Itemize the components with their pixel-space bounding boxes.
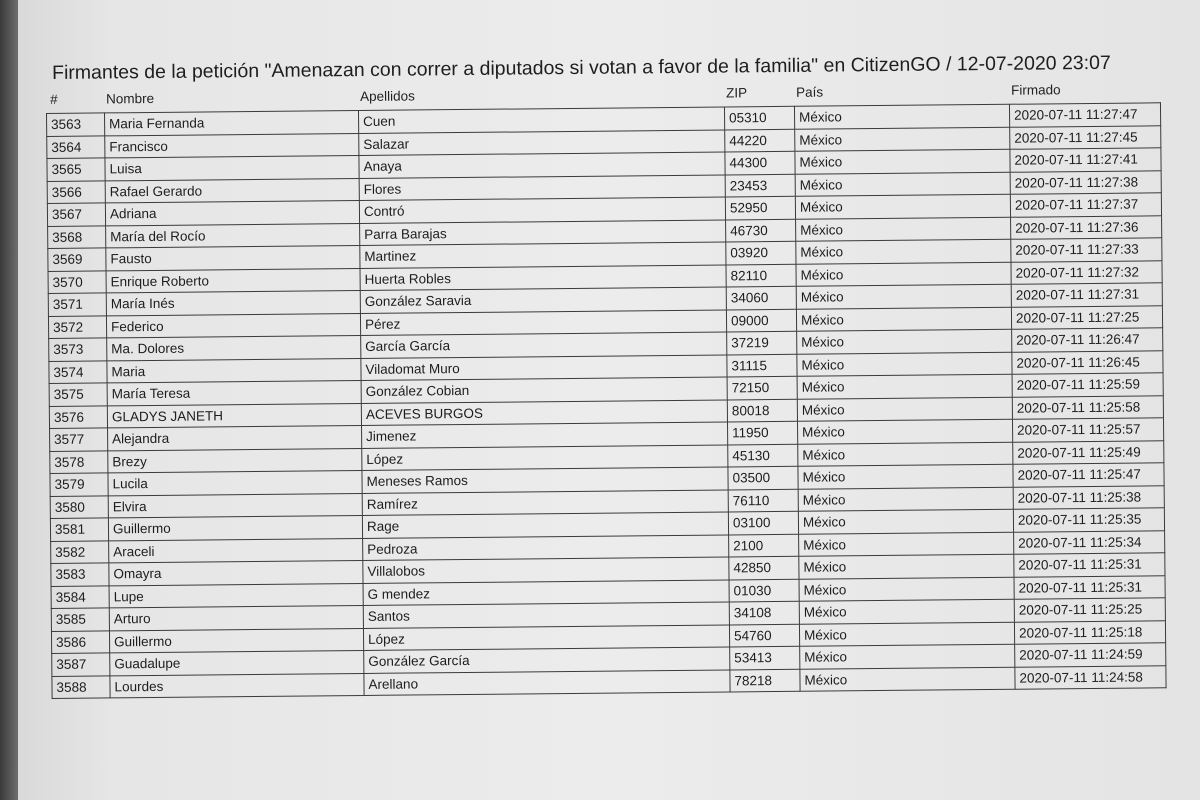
pais-cell: México [796,307,1011,332]
firmado-cell: 2020-07-11 11:25:31 [1014,575,1165,599]
nombre-cell: Ma. Dolores [107,335,361,360]
nombre-cell: Guillermo [109,628,363,653]
zip-cell: 03500 [728,466,798,489]
apellidos-cell: Viladomat Muro [361,354,727,380]
number-cell: 3578 [50,450,108,473]
number-cell: 3566 [47,180,105,203]
zip-cell: 53413 [730,646,800,669]
number-cell: 3564 [47,135,105,158]
nombre-cell: Elvira [108,493,362,518]
pais-cell: México [795,172,1010,197]
zip-cell: 52950 [725,196,795,219]
zip-cell: 01030 [729,579,799,602]
pais-cell: México [799,554,1014,579]
firmado-cell: 2020-07-11 11:25:59 [1012,373,1163,397]
pais-cell: México [797,397,1012,422]
nombre-cell: Lourdes [110,673,364,698]
firmado-cell: 2020-07-11 11:26:45 [1012,350,1163,374]
number-cell: 3580 [50,495,108,518]
apellidos-cell: Meneses Ramos [362,467,728,493]
pais-cell: México [796,239,1011,264]
number-cell: 3584 [51,585,109,608]
nombre-cell: Brezy [108,448,362,473]
apellidos-cell: García García [361,332,727,358]
signers-table [46,102,1167,699]
apellidos-cell: González Cobian [361,377,727,403]
apellidos-cell: ACEVES BURGOS [361,399,727,425]
number-cell: 3569 [48,248,106,271]
zip-cell: 80018 [727,399,797,422]
number-cell: 3585 [51,608,109,631]
zip-cell: 34060 [726,286,796,309]
firmado-cell: 2020-07-11 11:27:32 [1011,260,1162,284]
pais-cell: México [797,352,1012,377]
zip-cell: 03100 [728,511,798,534]
number-cell: 3586 [51,630,109,653]
zip-cell: 2100 [729,534,799,557]
zip-cell: 09000 [726,309,796,332]
pais-cell: México [795,127,1010,152]
pais-cell: México [796,284,1011,309]
number-cell: 3572 [48,315,106,338]
firmado-cell: 2020-07-11 11:25:34 [1014,530,1165,554]
firmado-cell: 2020-07-11 11:25:25 [1014,598,1165,622]
number-cell: 3576 [49,405,107,428]
nombre-cell: GLADYS JANETH [107,403,361,428]
pais-cell: México [798,442,1013,467]
firmado-cell: 2020-07-11 11:27:37 [1010,193,1161,217]
nombre-cell: Rafael Gerardo [105,178,359,203]
apellidos-cell: Parra Barajas [360,219,726,245]
apellidos-cell: González García [364,647,730,673]
apellidos-cell: López [362,444,728,470]
firmado-cell: 2020-07-11 11:25:58 [1012,395,1163,419]
number-cell: 3588 [52,675,110,698]
firmado-cell: 2020-07-11 11:25:18 [1014,620,1165,644]
header-pais: País [795,84,824,100]
apellidos-cell: G mendez [363,579,729,605]
pais-cell: México [797,374,1012,399]
nombre-cell: Alejandra [108,425,362,450]
nombre-cell: Adriana [105,200,359,225]
nombre-cell: Enrique Roberto [106,268,360,293]
signers-table-body [47,103,1167,699]
zip-cell: 05310 [724,106,794,129]
firmado-cell: 2020-07-11 11:25:57 [1012,418,1163,442]
firmado-cell: 2020-07-11 11:27:25 [1011,305,1162,329]
pais-cell: México [795,194,1010,219]
firmado-cell: 2020-07-11 11:24:59 [1015,643,1166,667]
pais-cell: México [794,104,1009,129]
number-cell: 3567 [47,203,105,226]
nombre-cell: Lupe [109,583,363,608]
pais-cell: México [797,329,1012,354]
zip-cell: 11950 [727,421,797,444]
apellidos-cell: Santos [363,602,729,628]
header-nombre: Nombre [106,90,155,107]
pais-cell: México [798,464,1013,489]
firmado-cell: 2020-07-11 11:27:47 [1009,103,1160,127]
pais-cell: México [796,262,1011,287]
number-cell: 3579 [50,473,108,496]
number-cell: 3582 [51,540,109,563]
zip-cell: 37219 [727,331,797,354]
zip-cell: 03920 [726,241,796,264]
firmado-cell: 2020-07-11 11:26:47 [1012,328,1163,352]
pais-cell: México [799,622,1014,647]
nombre-cell: Francisco [105,133,359,158]
header-zip: ZIP [725,85,748,101]
nombre-cell: María del Rocío [106,223,360,248]
apellidos-cell: González Saravia [360,287,726,313]
pais-cell: México [800,667,1015,692]
header-number: # [50,91,58,107]
number-cell: 3563 [47,113,105,136]
header-firmado: Firmado [1010,82,1061,98]
firmado-cell: 2020-07-11 11:25:31 [1014,553,1165,577]
firmado-cell: 2020-07-11 11:27:31 [1011,283,1162,307]
number-cell: 3573 [49,338,107,361]
apellidos-cell: Anaya [359,152,725,178]
apellidos-cell: López [363,624,729,650]
apellidos-cell: Pedroza [363,534,729,560]
nombre-cell: Guadalupe [110,650,364,675]
pais-cell: México [798,509,1013,534]
nombre-cell: Omayra [109,560,363,585]
pais-cell: México [800,644,1015,669]
nombre-cell: Federico [106,313,360,338]
zip-cell: 46730 [726,219,796,242]
zip-cell: 54760 [729,624,799,647]
nombre-cell: Luisa [105,155,359,180]
number-cell: 3570 [48,270,106,293]
zip-cell: 45130 [728,444,798,467]
number-cell: 3574 [49,360,107,383]
zip-cell: 44220 [725,129,795,152]
document-title: Firmantes de la petición "Amenazan con correr a diputados si votan a favor de la familia" en CitizenGO / 12-07-2020 23:07 [52,51,1111,84]
apellidos-cell: Pérez [360,309,726,335]
zip-cell: 42850 [729,556,799,579]
zip-cell: 82110 [726,264,796,287]
number-cell: 3568 [48,225,106,248]
pais-cell: México [799,577,1014,602]
nombre-cell: Guillermo [108,515,362,540]
apellidos-cell: Jimenez [362,422,728,448]
number-cell: 3565 [47,158,105,181]
firmado-cell: 2020-07-11 11:27:36 [1011,215,1162,239]
zip-cell: 72150 [727,376,797,399]
apellidos-cell: Arellano [364,669,730,695]
apellidos-cell: Contró [359,197,725,223]
pais-cell: México [798,487,1013,512]
zip-cell: 34108 [729,601,799,624]
number-cell: 3583 [51,563,109,586]
pais-cell: México [799,599,1014,624]
nombre-cell: Fausto [106,245,360,270]
firmado-cell: 2020-07-11 11:24:58 [1015,665,1166,689]
pais-cell: México [799,532,1014,557]
nombre-cell: María Teresa [107,380,361,405]
firmado-cell: 2020-07-11 11:27:33 [1011,238,1162,262]
zip-cell: 23453 [725,174,795,197]
zip-cell: 78218 [730,669,800,692]
firmado-cell: 2020-07-11 11:25:35 [1013,508,1164,532]
zip-cell: 76110 [728,489,798,512]
firmado-cell: 2020-07-11 11:25:47 [1013,463,1164,487]
nombre-cell: Araceli [109,538,363,563]
signers-table-wrapper [46,102,1167,699]
nombre-cell: Maria [107,358,361,383]
zip-cell: 31115 [727,354,797,377]
pais-cell: México [795,149,1010,174]
number-cell: 3577 [50,428,108,451]
nombre-cell: Lucila [108,470,362,495]
pais-cell: México [796,217,1011,242]
apellidos-cell: Ramírez [362,489,728,515]
number-cell: 3587 [52,653,110,676]
apellidos-cell: Flores [359,174,725,200]
apellidos-cell: Villalobos [363,557,729,583]
firmado-cell: 2020-07-11 11:27:38 [1010,170,1161,194]
apellidos-cell: Rage [362,512,728,538]
header-apellidos: Apellidos [360,88,415,105]
nombre-cell: Maria Fernanda [105,111,359,136]
firmado-cell: 2020-07-11 11:27:41 [1010,148,1161,172]
firmado-cell: 2020-07-11 11:25:49 [1013,440,1164,464]
number-cell: 3571 [48,293,106,316]
apellidos-cell: Martinez [360,242,726,268]
firmado-cell: 2020-07-11 11:25:38 [1013,485,1164,509]
number-cell: 3581 [50,518,108,541]
apellidos-cell: Huerta Robles [360,264,726,290]
firmado-cell: 2020-07-11 11:27:45 [1010,125,1161,149]
zip-cell: 44300 [725,151,795,174]
pais-cell: México [797,419,1012,444]
apellidos-cell: Cuen [358,107,724,133]
nombre-cell: Arturo [109,605,363,630]
nombre-cell: María Inés [106,290,360,315]
apellidos-cell: Salazar [359,129,725,155]
number-cell: 3575 [49,383,107,406]
